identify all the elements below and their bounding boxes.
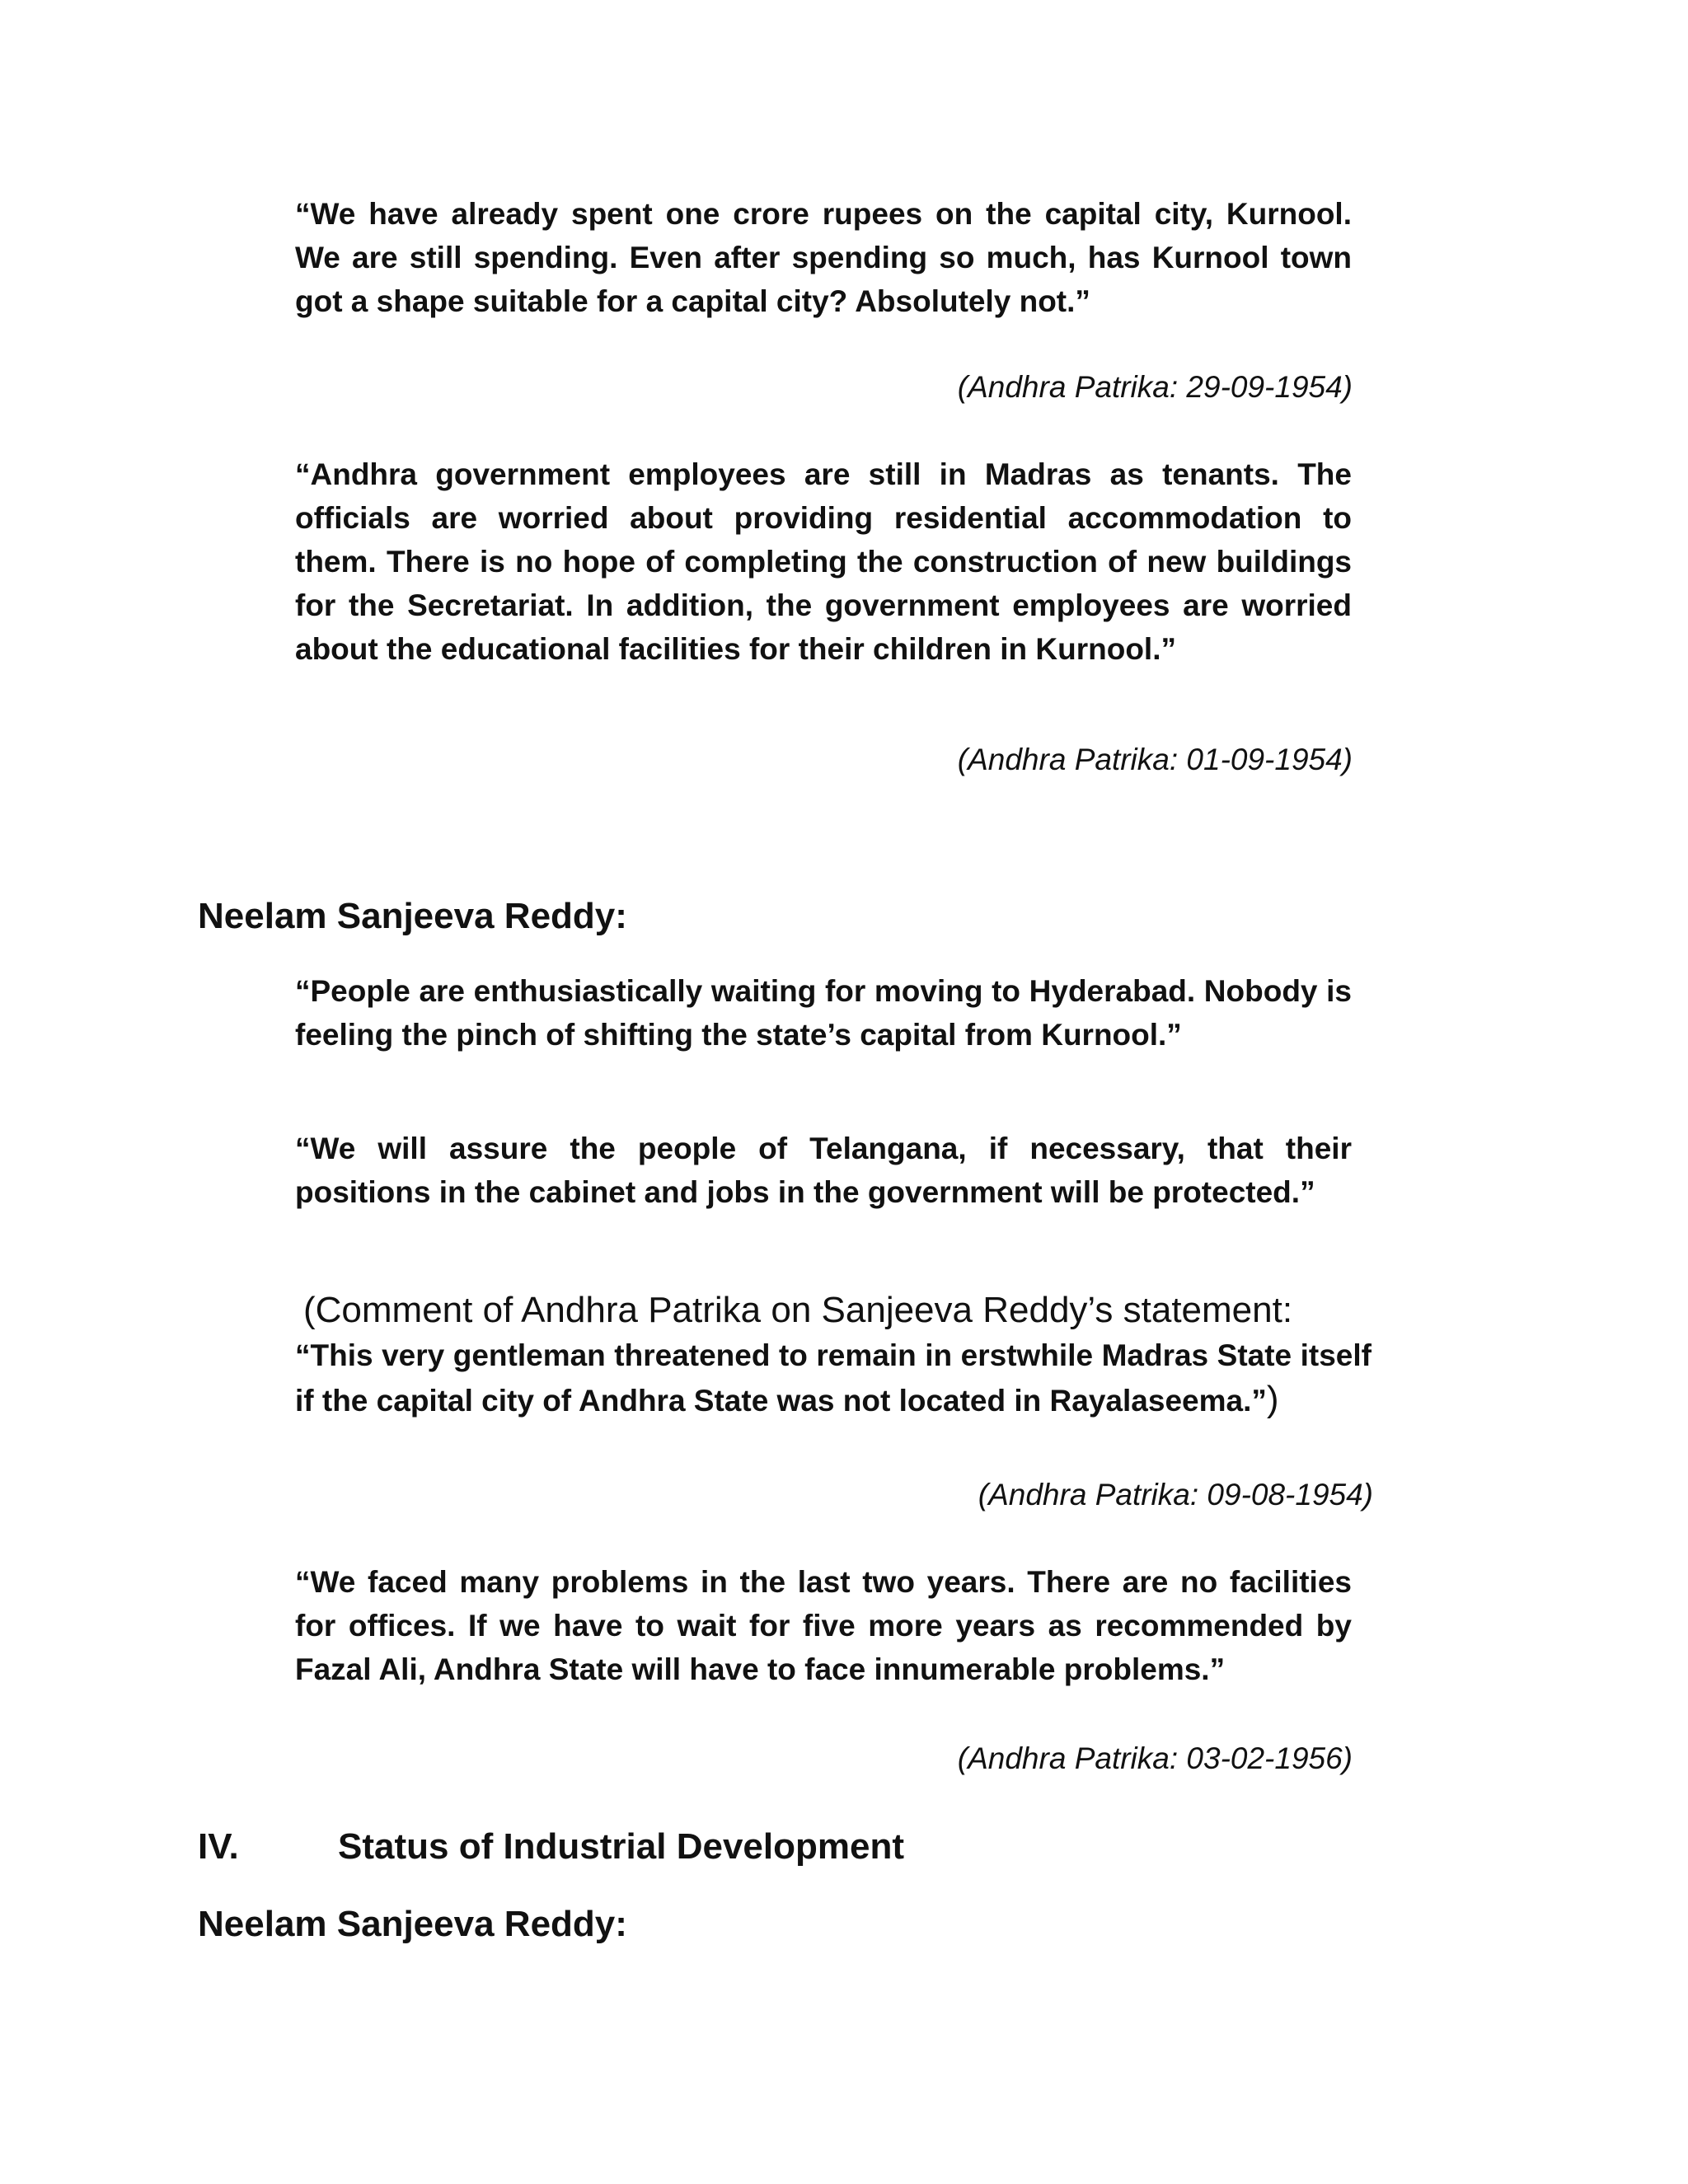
- quote-fazal-ali: “We faced many problems in the last two years. There are no facilities for offices. If we have to wait for five more years as recommended by Fazal Ali, Andhra State will have to face innumerable problems.”: [295, 1565, 1352, 1686]
- quote-employees: “Andhra government employees are still in Madras as tenants. The officials are worried about providing residential accommodation to them. There is no hope of completing the construction of new buildings for the Secretariat. In addition, the government employees are worried about the educational facilities for their children in Kurnool.”: [295, 457, 1352, 666]
- quote-capital-cost: “We have already spent one crore rupees on the capital city, Kurnool. We are still spending. Even after spending so much, has Kurnool town got a shape suitable for a capital city? Absolutely not.”: [295, 197, 1352, 318]
- comment-quote-text: “This very gentleman threatened to remain in erstwhile Madras State itself if the capital city of Andhra State was not located in Rayalaseema.”: [295, 1338, 1372, 1418]
- speaker-heading-2: Neelam Sanjeeva Reddy:: [198, 1904, 627, 1944]
- comment-lead: (Comment of Andhra Patrika on Sanjeeva Reddy’s statement:: [303, 1290, 1293, 1330]
- comment-close-paren: ): [1266, 1379, 1279, 1419]
- quote-source-5: (Andhra Patrika: 03-02-1956): [957, 1741, 1353, 1775]
- quote-source-2: (Andhra Patrika: 01-09-1954): [957, 743, 1353, 776]
- quote-telangana: “We will assure the people of Telangana, if necessary, that their positions in the cabinet and jobs in the government will be protected.”: [295, 1132, 1352, 1209]
- section-heading: [198, 1825, 904, 1869]
- comment-source: (Andhra Patrika: 09-08-1954): [978, 1478, 1373, 1511]
- quote-hyderabad: “People are enthusiastically waiting for moving to Hyderabad. Nobody is feeling the pinch of shifting the state’s capital from Kurnool.”: [295, 974, 1352, 1052]
- editorial-comment: [295, 1287, 1372, 1422]
- speaker-heading-1: Neelam Sanjeeva Reddy:: [198, 896, 627, 936]
- section-title: Status of Industrial Development: [338, 1826, 904, 1867]
- quote-source-1: (Andhra Patrika: 29-09-1954): [957, 370, 1353, 404]
- section-number: IV.: [198, 1826, 239, 1867]
- comment-quote: [295, 1333, 1372, 1422]
